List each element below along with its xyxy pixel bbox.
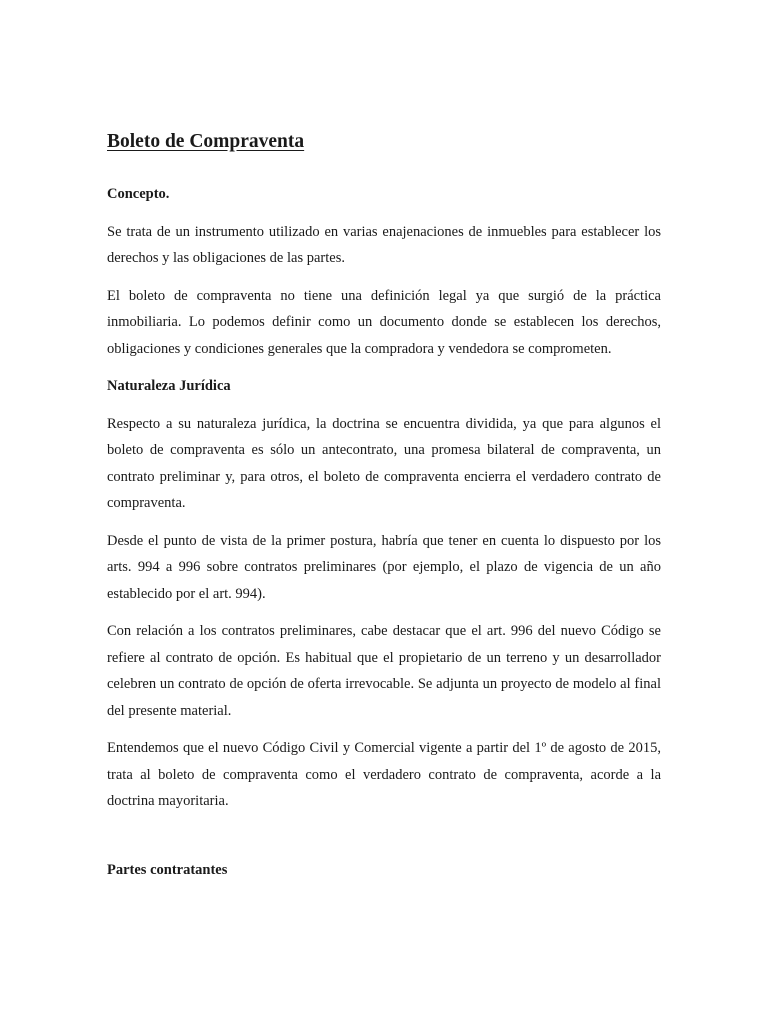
section-heading-concepto: Concepto. — [107, 186, 170, 202]
paragraph-6: Entendemos que el nuevo Código Civil y Comercial vigente a partir del 1º de agosto de 2015, trata al boleto de compraventa como el verdadero contrato de compraventa, acorde a la doctrina mayoritaria. — [107, 740, 661, 809]
section-heading-naturaleza-juridica: Naturaleza Jurídica — [107, 378, 231, 394]
paragraph-5: Con relación a los contratos preliminares, cabe destacar que el art. 996 del nuevo Código se refiere al contrato de opción. Es habitual que el propietario de un terreno y un desarrollador celebren un contrato de opción de oferta irrevocable. Se adjunta un proyecto de modelo al final del presente material. — [107, 623, 661, 719]
paragraph-2: El boleto de compraventa no tiene una definición legal ya que surgió de la práctica inmobiliaria. Lo podemos definir como un documento donde se establecen los derechos, obligaciones y condiciones generales que la compradora y vendedora se comprometen. — [107, 287, 661, 357]
paragraph-1: Se trata de un instrumento utilizado en varias enajenaciones de inmuebles para establecer los derechos y las obligaciones de las partes. — [107, 223, 661, 266]
document-page — [107, 128, 661, 894]
paragraph-4: Desde el punto de vista de la primer postura, habría que tener en cuenta lo dispuesto por los arts. 994 a 996 sobre contratos preliminares (por ejemplo, el plazo de vigencia de un año establecido por el art. 994). — [107, 532, 661, 602]
document-title: Boleto de Compraventa — [107, 131, 305, 152]
section-heading-partes-contratantes: Partes contratantes — [107, 861, 228, 878]
paragraph-3: Respecto a su naturaleza jurídica, la doctrina se encuentra dividida, ya que para algunos el boleto de compraventa es sólo un antecontrato, una promesa bilateral de compraventa, un contrato preliminar y, para otros, el boleto de compraventa encierra el verdadero contrato de compraventa. — [107, 415, 661, 511]
spacer — [107, 826, 661, 857]
